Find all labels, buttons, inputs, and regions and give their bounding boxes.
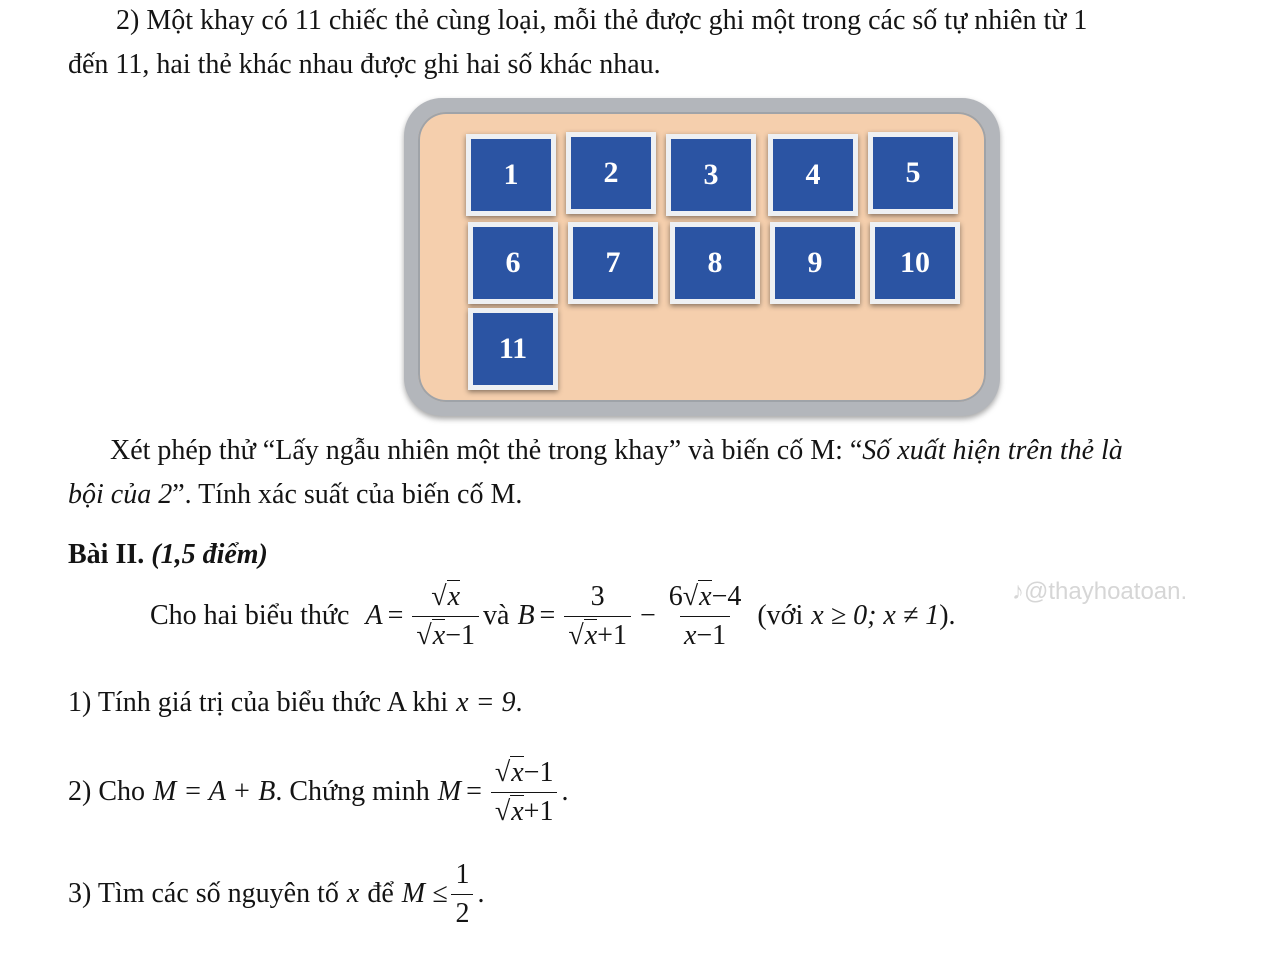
- event-text-2: ”. Tính xác suất của biến cố M.: [172, 479, 523, 510]
- var-A: A: [365, 600, 383, 632]
- question-2-expr: M = A + B: [153, 776, 276, 808]
- fraction-M: [491, 756, 558, 828]
- minus-sign: −: [639, 600, 656, 632]
- fraction-B1-denominator: √x+1: [564, 616, 631, 653]
- card-8: 8: [670, 222, 760, 304]
- section-heading: [68, 538, 268, 572]
- question-3: [68, 858, 484, 930]
- section-points: (1,5 điểm): [151, 539, 268, 570]
- question-1: [68, 686, 522, 720]
- card-3: 3: [666, 134, 756, 216]
- var-B: B: [517, 600, 535, 632]
- card-11: 11: [468, 308, 558, 390]
- card-7: 7: [568, 222, 658, 304]
- equals-sign: =: [387, 600, 404, 632]
- fraction-half: [451, 858, 473, 930]
- equals-sign-2: =: [539, 600, 556, 632]
- condition-open: (với: [757, 600, 804, 632]
- fraction-B2-denominator: x−1: [680, 616, 730, 653]
- question-3-mid: để: [367, 878, 394, 910]
- question-2-end: .: [561, 776, 569, 808]
- event-text-italic-2: bội của 2: [68, 479, 173, 510]
- question-3-ineq: M ≤: [401, 878, 448, 910]
- fraction-A-numerator: √x: [431, 581, 461, 612]
- problem-2-event-line-2: [68, 478, 522, 512]
- event-text: Xét phép thử “Lấy ngẫu nhiên một thẻ trong khay” và biến cố M: “: [110, 435, 863, 466]
- fraction-A-denominator: √x−1: [412, 616, 479, 653]
- problem-2-line-1: 2) Một khay có 11 chiếc thẻ cùng loại, mỗi thẻ được ghi một trong các số tự nhiên từ 1: [116, 5, 1088, 36]
- fraction-B2: [665, 580, 746, 652]
- card-1: 1: [466, 134, 556, 216]
- question-2-lead: 2) Cho: [68, 776, 145, 808]
- fraction-B1: [564, 580, 631, 652]
- event-text-italic: Số xuất hiện trên thẻ là: [862, 435, 1123, 466]
- intro-lead: Cho hai biểu thức: [150, 600, 350, 632]
- condition-expr: x ≥ 0; x ≠ 1: [811, 600, 940, 632]
- watermark: ♪@thayhoatoan.: [1012, 578, 1188, 605]
- question-3-end: .: [477, 878, 485, 910]
- question-1-end: .: [515, 687, 523, 718]
- fraction-M-numerator: √x−1: [494, 757, 554, 788]
- card-10: 10: [870, 222, 960, 304]
- question-3-var: x: [346, 878, 360, 910]
- equals-sign-3: =: [466, 776, 482, 808]
- question-2: [68, 756, 568, 828]
- fraction-B1-numerator: 3: [590, 581, 605, 612]
- problem-2-event-line-1: [110, 434, 1123, 468]
- condition-close: ).: [939, 600, 956, 632]
- card-6: 6: [468, 222, 558, 304]
- question-1-expr: x = 9: [456, 687, 516, 718]
- card-2: 2: [566, 132, 656, 214]
- and-word: và: [483, 600, 510, 632]
- question-3-lead: 3) Tìm các số nguyên tố: [68, 878, 339, 910]
- fraction-half-denominator: 2: [451, 894, 473, 931]
- section-title: Bài II.: [68, 539, 145, 570]
- fraction-M-denominator: √x+1: [491, 792, 558, 829]
- card-tray: [404, 98, 1000, 416]
- fraction-B2-numerator: 6√x−4: [668, 581, 742, 612]
- card-4: 4: [768, 134, 858, 216]
- question-1-text: 1) Tính giá trị của biểu thức A khi: [68, 687, 449, 718]
- var-M: M: [437, 776, 462, 808]
- expressions-line: [150, 580, 956, 652]
- card-5: 5: [868, 132, 958, 214]
- fraction-A: [412, 580, 479, 652]
- question-2-mid: . Chứng minh: [275, 776, 430, 808]
- problem-2-line-2: đến 11, hai thẻ khác nhau được ghi hai số khác nhau.: [68, 49, 661, 80]
- fraction-half-numerator: 1: [455, 859, 470, 890]
- card-9: 9: [770, 222, 860, 304]
- card-tray-inner: [418, 112, 986, 402]
